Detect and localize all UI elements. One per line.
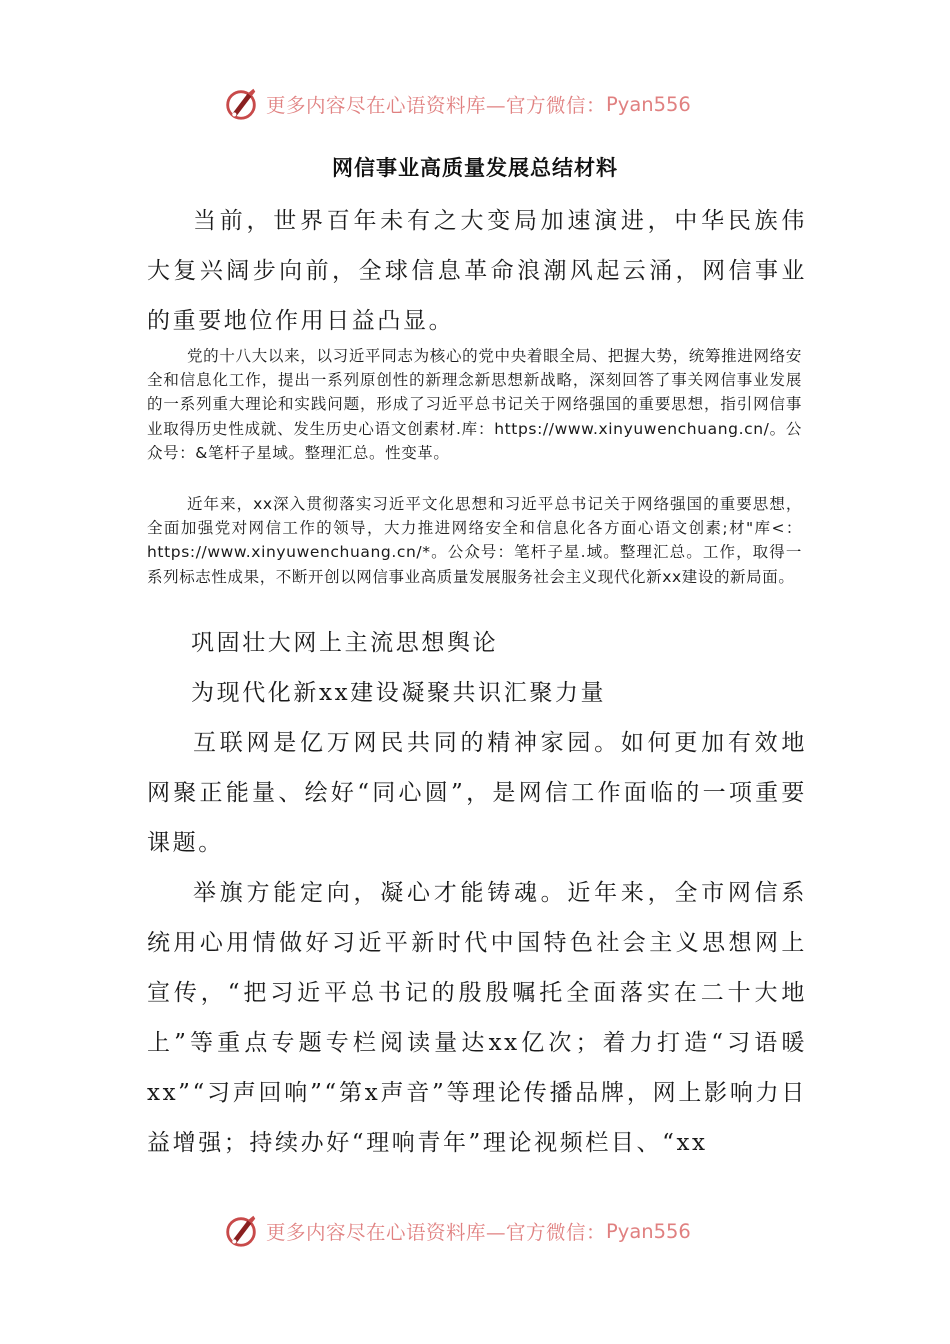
body-paragraph-4: 举旗方能定向，凝心才能铸魂。近年来，全市网信系统用心用情做好习近平新时代中国特色社会主义思想网上宣传，“把习近平总书记的殷殷嘱托全面落实在二十大地上”等重点专题专栏阅读量达xx亿次；着力打造“习语暖xx”“习声回响”“第x声音”等理论传播品牌，网上影响力日益增强；持续办好“理响青年”理论视频栏目、“xx [147, 880, 807, 1156]
banner-wechat-handle: Pyan556 [606, 92, 691, 116]
banner-text: 更多内容尽在心语资料库—官方微信： [266, 1221, 607, 1244]
banner-wechat-handle: Pyan556 [606, 1219, 691, 1243]
banner-text: 更多内容尽在心语资料库—官方微信： [266, 94, 607, 117]
pen-nib-logo-icon [222, 1212, 260, 1250]
intro-paragraph: 当前，世界百年未有之大变局加速演进，中华民族伟大复兴阔步向前，全球信息革命浪潮风起云涌，网信事业的重要地位作用日益凸显。 [147, 208, 807, 334]
body-paragraph-1: 党的十八大以来，以习近平同志为核心的党中央着眼全局、把握大势，统筹推进网络安全和信息化工作，提出一系列原创性的新理念新思想新战略，深刻回答了事关网信事业发展的一系列重大理论和实践问题，形成了习近平总书记关于网络强国的重要思想，指引网信事业取得历史性成就、发生历史心语文创素材.库：https://www.xinyuwenchuang.cn/。公众号：&笔杆子星域。整理汇总。性变革。 [147, 347, 802, 462]
pen-nib-logo-icon [222, 85, 260, 123]
body-paragraph-3: 互联网是亿万网民共同的精神家园。如何更加有效地网聚正能量、绘好“同心圆”，是网信工作面临的一项重要课题。 [147, 730, 807, 856]
section-heading-2: 为现代化新xx建设凝聚共识汇聚力量 [191, 680, 607, 706]
document-title: 网信事业高质量发展总结材料 [332, 156, 618, 180]
header-banner [222, 84, 691, 124]
footer-banner [222, 1211, 691, 1251]
body-paragraph-2: 近年来，xx深入贯彻落实习近平文化思想和习近平总书记关于网络强国的重要思想，全面加强党对网信工作的领导，大力推进网络安全和信息化各方面心语文创素;材"库<：https://www.xinyuwenchuang.cn/*。公众号：笔杆子星.域。整理汇总。工作，取得一系列标志性成果，不断开创以网信事业高质量发展服务社会主义现代化新xx建设的新局面。 [147, 495, 802, 586]
section-heading-1: 巩固壮大网上主流思想舆论 [191, 630, 499, 656]
